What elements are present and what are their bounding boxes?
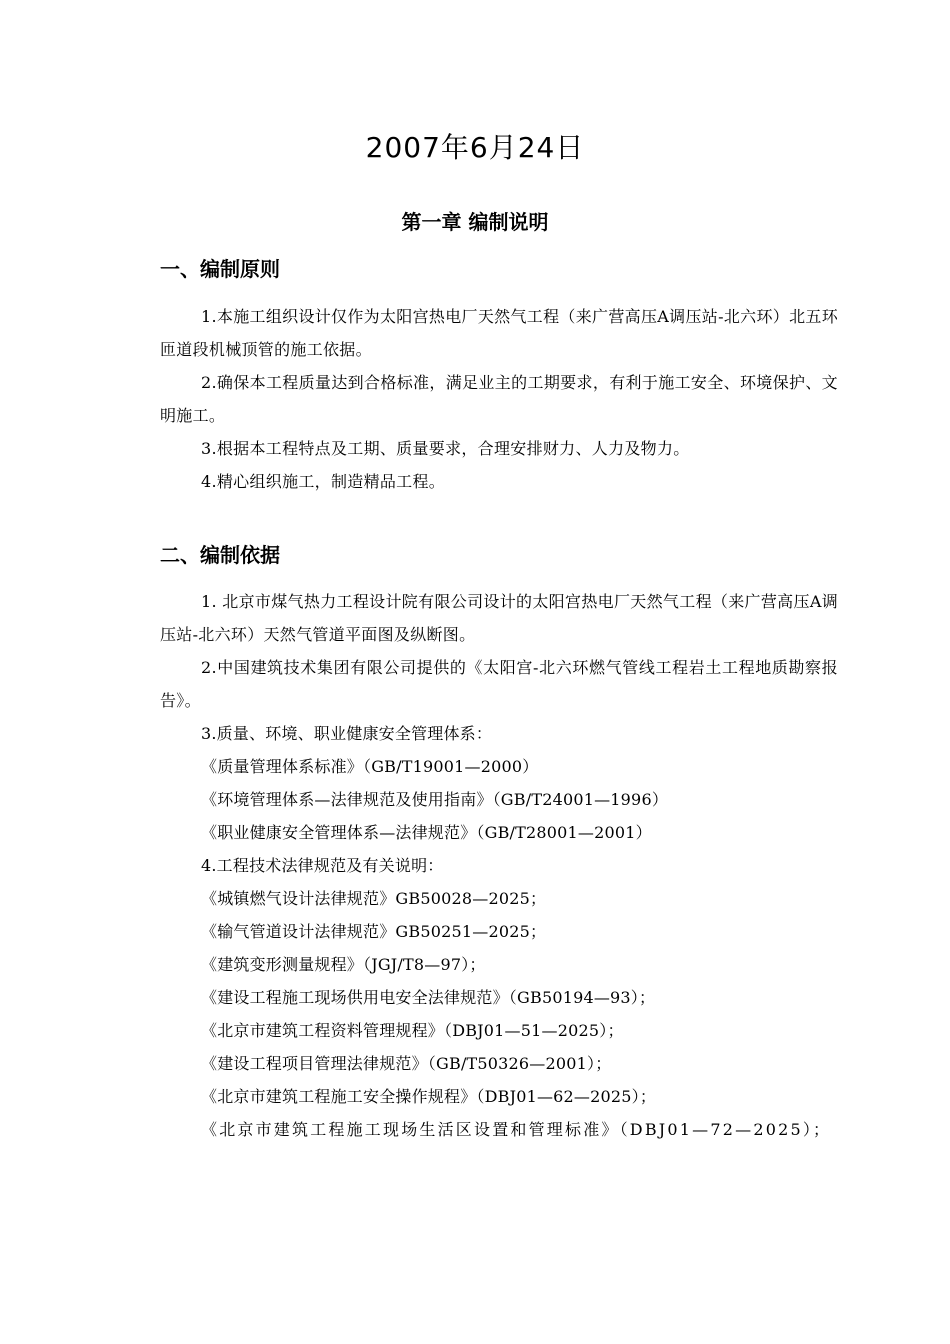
chapter-title: 第一章 编制说明 <box>401 210 549 234</box>
code-gas-pipeline-design: 《输气管道设计法律规范》GB50251—2025； <box>201 922 547 941</box>
principle-paragraph-3: 3.根据本工程特点及工期、质量要求，合理安排财力、人力及物力。 <box>201 439 690 458</box>
code-beijing-living-area-standard: 《北京市建筑工程施工现场生活区设置和管理标准》（DBJ01—72—2025）； <box>201 1120 832 1139</box>
standard-environment: 《环境管理体系—法律规范及使用指南》（GB/T24001—1996） <box>201 790 669 809</box>
code-town-gas-design: 《城镇燃气设计法律规范》GB50028—2025； <box>201 889 547 908</box>
document-date: 2007年6月24日 <box>365 131 585 164</box>
section-body-principles <box>160 300 838 498</box>
standard-quality: 《质量管理体系标准》（GB/T19001—2000） <box>201 757 539 776</box>
principle-paragraph-2: 2.确保本工程质量达到合格标准，满足业主的工期要求，有利于施工安全、环境保护、文明施工。 <box>160 373 838 425</box>
code-site-power-safety: 《建设工程施工现场供用电安全法律规范》（GB50194—93）； <box>201 988 656 1007</box>
basis-item-1: 1. 北京市煤气热力工程设计院有限公司设计的太阳宫热电厂天然气工程（来广营高压A调压站-北六环）天然气管道平面图及纵断图。 <box>160 592 838 644</box>
code-project-management: 《建设工程项目管理法律规范》（GB/T50326—2001）； <box>201 1054 612 1073</box>
section-heading-basis: 二、编制依据 <box>160 543 280 567</box>
code-beijing-construction-safety: 《北京市建筑工程施工安全操作规程》（DBJ01—62—2025）； <box>201 1087 657 1106</box>
principle-paragraph-4: 4.精心组织施工，制造精品工程。 <box>201 472 446 491</box>
basis-item-3: 3.质量、环境、职业健康安全管理体系： <box>201 724 493 743</box>
basis-item-4: 4.工程技术法律规范及有关说明： <box>201 856 444 875</box>
basis-item-2: 2.中国建筑技术集团有限公司提供的《太阳宫-北六环燃气管线工程岩土工程地质勘察报告》。 <box>160 658 838 710</box>
standard-occupational-health: 《职业健康安全管理体系—法律规范》（GB/T28001—2001） <box>201 823 652 842</box>
section-body-basis <box>160 585 838 1146</box>
principle-paragraph-1: 1.本施工组织设计仅作为太阳宫热电厂天然气工程（来广营高压A调压站-北六环）北五环匝道段机械顶管的施工依据。 <box>160 307 838 359</box>
code-building-deformation-measurement: 《建筑变形测量规程》（JGJ/T8—97）； <box>201 955 486 974</box>
code-beijing-records-management: 《北京市建筑工程资料管理规程》（DBJ01—51—2025）； <box>201 1021 624 1040</box>
section-heading-principles: 一、编制原则 <box>160 257 280 281</box>
